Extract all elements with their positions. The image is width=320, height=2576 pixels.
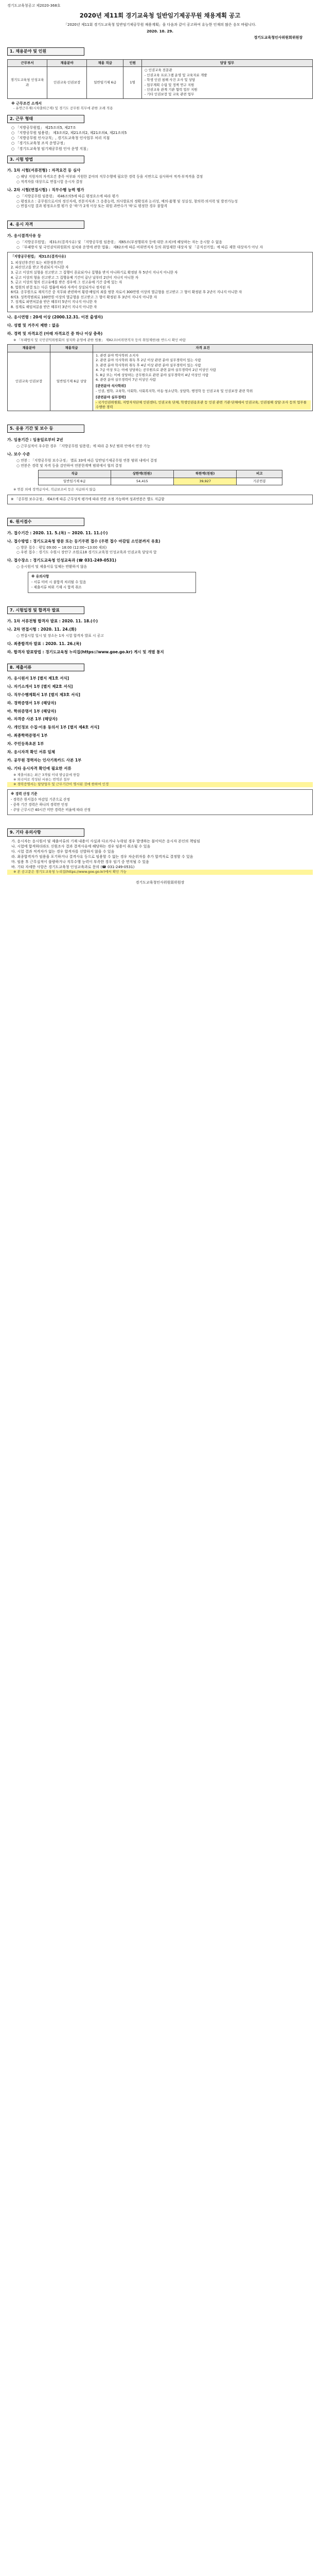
- s8-highlight: ※ 경력증명서는 담당업무 및 근무기간이 명시된 것에 한하여 인정: [7, 782, 313, 787]
- section-3-heading: 3. 시험 방법: [7, 156, 84, 164]
- career-table: [7, 344, 313, 411]
- s7-item: ○ 면접시험 일시 및 장소는 1차 시험 합격자 발표 시 공고: [16, 633, 104, 638]
- cell-field: 인권교육·인권보장: [47, 67, 87, 99]
- box-item: - 주당 근무시간 40시간 미만 경력은 비율에 따라 산정: [11, 807, 91, 812]
- box-item: 2. 파산선고를 받고 복권되지 아니한 자: [11, 265, 69, 270]
- related-text: - 인권, 법학, 교육학, 사회학, 사회복지학, 아동·청소년학, 상담학, 행정학 등 인권교육 및 인권보장 관련 학위: [96, 388, 253, 393]
- req-item: 5. 8급 또는 이에 상당하는 공무원으로 관련 분야 실무경력이 4년 이상인 사람: [96, 372, 209, 377]
- s2-item: ○ 「지방공무원 임용령」 제3조의2, 제21조의2, 제21조의4, 제21조의5: [11, 131, 127, 135]
- s5-term-title: 가. 임용기간 : 임용일로부터 2년: [7, 437, 63, 443]
- duty-item: - 인권교육 관계 기관 협력 업무 지원: [144, 87, 198, 92]
- s8-item: 가. 응시원서 1부 [별지 제1호 서식]: [7, 676, 69, 681]
- box-item: 6. 법원의 판결 또는 다른 법률에 따라 자격이 상실되거나 정지된 자: [11, 285, 110, 290]
- s8-note: ※ 외국어로 작성된 서류는 번역본 첨부: [13, 777, 70, 782]
- s6-item: ○ 응시원서 및 제출서류 일체는 반환하지 않음: [16, 565, 87, 569]
- recruitment-table: [7, 59, 313, 99]
- pay-table: [38, 470, 282, 485]
- box-title: ※ 경력 산정 기준: [11, 791, 38, 796]
- col-upper: 상한액(천원): [111, 470, 173, 478]
- s8-item: 자. 주민등록초본 1부: [7, 741, 44, 747]
- s3-item: 가. 1차 시험(서류전형) : 자격요건 등 심사: [7, 168, 81, 173]
- issuing-org: 경기도교육청인사위원회위원장: [254, 36, 303, 40]
- s3-item: ○ 평정요소 : 공무원으로서의 정신자세, 전문지식과 그 응용능력, 의사발표의 정확성과 논리성, 예의·품행 및 성실성, 창의력·의지력 및 발전가능성: [16, 199, 238, 204]
- box-item: - 경력은 원서접수 마감일 기준으로 산정: [11, 798, 70, 802]
- s5-pay-note: ※ 연봉 외에 정액급식비, 직급보조비 등은 지급하지 않음: [13, 487, 96, 492]
- s5-pay-title: 나. 보수 수준: [7, 451, 30, 456]
- req-item: 4. 7급 이상 또는 이에 상당하는 공무원으로 관련 분야 실무경력이 2년 이상인 사람: [96, 368, 216, 372]
- s8-item: 바. 자격증 사본 1부 (해당자): [7, 717, 58, 722]
- s2-item: ○ 「지방공무원 인사규칙」, 경기도교육청 인사업무 처리 지침: [11, 136, 110, 141]
- s9-highlight: ※ 본 공고문은 경기도교육청 누리집(https://www.goe.go.kr)에서 확인 가능: [7, 870, 313, 874]
- exp-text: - 국가인권위원회, 지방자치단체 인권센터, 인권교육 단체, 학생인권옹호관 등 인권 관련 기관·단체에서 인권교육, 인권침해 상담·조사 등의 업무를 수행한 경력: [95, 400, 311, 410]
- s2-item: ○ 「경기도교육청 조직 운영규정」: [11, 141, 67, 146]
- req-item: 2. 관련 분야 석사학위 취득 후 2년 이상 관련 분야 실무경력이 있는 사람: [96, 358, 201, 363]
- s4-req-title: 가. 응시결격사유 등: [7, 233, 42, 238]
- box-title: 「지방공무원법」 제31조(결격사유): [11, 255, 66, 259]
- s3-item: 나. 2차 시험(면접시험) : 직무수행 능력 평가: [7, 187, 84, 192]
- s4-req-item: ○ 「지방공무원법」 제31조(결격사유) 및 「지방공무원 임용령」 제65조(부정행위자 등에 대한 조치)에 해당하는 자는 응시할 수 없음: [16, 240, 222, 244]
- s2-item: ○ 「경기도교육청 임기제공무원 인사 운영 지침」: [11, 146, 90, 151]
- cell-duties: [141, 67, 312, 99]
- s1-note: - 유연근무제(시차출퇴근제) 및 경기도 공무원 복무에 관한 조례 적용: [13, 106, 113, 110]
- s5-pay-item: ○ 연봉 : 「지방공무원 보수규정」 별표 33에 따른 일반임기제공무원 연봉 범위 내에서 결정: [16, 458, 157, 463]
- box-item: 4. 금고 이상의 형을 선고받고 그 집행유예 기간이 끝난 날부터 2년이 지나지 아니한 자: [11, 275, 138, 280]
- box-item: - 제출서류 허위 기재 시 합격 취소: [31, 585, 82, 590]
- cell-reqs: [93, 352, 313, 411]
- s7-item: 나. 2차 면접시험 : 2020. 11. 24.(화): [7, 627, 77, 632]
- intro-text: 「2020년 제11회 경기도교육청 일반임기제공무원 채용계획」을 다음과 같이 공고하여 유능한 인재의 많은 응모 바랍니다.: [64, 22, 256, 27]
- s6-box: [28, 572, 196, 593]
- s3-item: ○ 해당 지원자의 자격요건 충족 여부와 지원한 분야의 직무수행에 필요한 경력 등을 서면으로 심사하여 적격·부적격을 결정: [16, 175, 203, 179]
- s4-career-note: ※ 「부패방지 및 국민권익위원회의 설치와 운영에 관한 법률」 제82조(비위면직자 등의 취업제한)를 반드시 확인 바람: [13, 338, 186, 342]
- s7-item: 가. 1차 서류전형 합격자 발표 : 2020. 11. 18.(수): [7, 619, 98, 624]
- s6-item: ○ 우편 접수 : 경기도 수원시 장안구 조원로18 경기도교육청 인성교육과 인권교육 담당자 앞: [16, 550, 157, 555]
- s9-item: 바. 기타 자세한 사항은 경기도교육청 인성교육과로 문의 (☎ 031-249-0531): [11, 865, 135, 870]
- s3-item: ○ 「지방공무원 임용령」 제46조의5에 따른 평정요소에 따라 평가: [16, 194, 119, 198]
- duty-item: ○ 인권교육 전문관: [144, 68, 172, 73]
- exp-title: [관련분야 실무경력]: [96, 395, 126, 400]
- s4-gender: 다. 성별 및 거주지 제한 : 없음: [7, 323, 60, 328]
- col-dept: 근무부서: [8, 59, 47, 66]
- col-remark: 비고: [237, 470, 282, 478]
- section-9-heading: 9. 기타 유의사항: [7, 828, 84, 837]
- s8-item: 타. 기타 응시자격 확인에 필요한 서류: [7, 766, 72, 771]
- duty-item: - 학생 인권 침해 사건 조사 및 상담: [144, 78, 195, 82]
- req-item: 1. 관련 분야 박사학위 소지자: [96, 353, 139, 358]
- disqualification-box: [7, 252, 313, 312]
- req-item: 6. 관련 분야 실무경력이 7년 이상인 사람: [96, 377, 156, 382]
- s4-req-item: ○ 「부패방지 및 국민권익위원회의 설치와 운영에 관한 법률」 제82조에 따른 비위면직자 등의 취업제한 대상자 및 「공직선거법」에 따른 제한 대상자가 아닌 자: [16, 245, 263, 249]
- box-item: 1. 피성년후견인 또는 피한정후견인: [11, 260, 63, 265]
- s9-item: 나. 시험에 합격하더라도 신원조사 결과 결격사유에 해당하는 경우 임용이 취소될 수 있음: [11, 844, 151, 849]
- s5-pay-item: ○ 연봉은 경력 및 자격 등을 감안하여 연봉한계액 범위에서 협의 결정: [16, 463, 122, 468]
- section-4-heading: 4. 응시 자격: [7, 221, 84, 229]
- section-8-heading: 8. 제출서류: [7, 664, 84, 672]
- page-title: 2020년 제11회 경기교육청 일반임기제공무원 채용계획 공고: [79, 12, 241, 20]
- col-field: 채용분야: [47, 59, 87, 66]
- s8-item: 카. 공무원 경력자는 인사기록카드 사본 1부: [7, 757, 82, 762]
- col-lower: 하한액(천원): [173, 470, 236, 478]
- col-grade: 채용직급: [50, 345, 93, 352]
- s4-age: 나. 응시연령 : 20세 이상 (2000.12.31. 이전 출생자): [7, 315, 103, 320]
- s9-item: 라. 최종합격자가 임용을 포기하거나 결격사유 등으로 임용할 수 없는 경우 차순위자를 추가 합격자로 결정할 수 있음: [11, 855, 193, 859]
- s5-box: ※ 「공무원 보수규정」 제4조에 따른 근무성적 평가에 따라 연봉 조정 가능하며 성과연봉은 별도 지급함: [7, 495, 313, 505]
- col-duties: 담당 업무: [141, 59, 312, 66]
- section-7-heading: 7. 시험일정 및 합격자 발표: [7, 606, 84, 615]
- box-item: - 중복 기간 경력은 하나의 경력만 인정: [11, 802, 68, 807]
- box-item: 3. 금고 이상의 실형을 선고받고 그 집행이 종료되거나 집행을 받지 아니하기로 확정된 후 5년이 지나지 아니한 자: [11, 270, 178, 275]
- s9-item: 가. 응시자는 응시원서 및 제출서류의 기재 내용이 사실과 다르거나 누락된 경우 발생하는 불이익은 응시자 본인의 책임임: [11, 839, 200, 843]
- s8-item: 라. 경력증명서 1부 (해당자): [7, 700, 57, 705]
- col-req: 자격 요건: [93, 345, 313, 352]
- s7-item: 다. 최종합격자 발표 : 2020. 11. 26.(목): [7, 641, 81, 646]
- section-5-heading: 5. 응용 기간 및 보수 등: [7, 425, 84, 433]
- cell-grade: 일반임기제 6급 상당: [50, 352, 93, 411]
- duty-item: - 기타 인권보장 및 교육 관련 업무: [144, 92, 194, 97]
- s4-career-title: 라. 경력 및 자격요건 (아래 자격요건 중 하나 이상 충족): [7, 331, 103, 336]
- cell-dept: 경기도교육청 인성교육과: [8, 67, 47, 99]
- section-6-heading: 6. 원서접수: [7, 518, 84, 526]
- section-2-heading: 2. 근무 형태: [7, 115, 84, 123]
- s8-item: 마. 학위증명서 1부 (해당자): [7, 708, 57, 714]
- s8-item: 아. 최종학력증명서 1부: [7, 733, 48, 738]
- s6-item: 다. 접수장소 : 경기도교육청 인성교육과 (☎ 031-249-0531): [7, 558, 117, 563]
- cell-field: 인권교육·인권보장: [8, 352, 50, 411]
- box-title: ※ 유의사항: [31, 574, 49, 579]
- box-item: 6의3. 성폭력범죄로 100만원 이상의 벌금형을 선고받고 그 형이 확정된 후 3년이 지나지 아니한 자: [11, 295, 157, 299]
- s8-item: 다. 직무수행계획서 1부 [별지 제3호 서식]: [7, 692, 80, 697]
- box-item: 7. 징계로 파면처분을 받은 때부터 5년이 지나지 아니한 자: [11, 300, 97, 304]
- box-item: 5. 금고 이상의 형의 선고유예를 받은 경우에 그 선고유예 기간 중에 있는 자: [11, 280, 122, 285]
- s9-item: 마. 임용 후 근무실적이 불량하거나 직무수행 능력이 부족한 경우 임기 중 면직될 수 있음: [11, 860, 149, 865]
- footer-org: 경기도교육청인사위원회위원장: [135, 880, 185, 885]
- req-item: 3. 관련 분야 학사학위 취득 후 4년 이상 관련 분야 실무경력이 있는 사람: [96, 363, 201, 367]
- s2-item: ○ 「지방공무원법」 제25조의5, 제27조: [11, 125, 76, 130]
- s8-box: [7, 789, 313, 815]
- s6-item: ○ 방문 접수 : 평일 09:00 ~ 18:00 (12:00~13:00 제외): [16, 545, 107, 550]
- s7-item: 라. 합격자 발표방법 : 경기도교육청 누리집(https://www.goe.go.kr) 게시 및 개별 통지: [7, 649, 164, 654]
- notice-number: 경기도교육청공고 제2020-368호: [7, 4, 61, 8]
- section-1-heading: 1. 채용분야 및 인원: [7, 47, 84, 56]
- s9-item: 다. 시험 결과 적격자가 없는 경우 합격자를 선발하지 않을 수 있음: [11, 849, 115, 854]
- notice-date: 2020. 10. 29.: [147, 29, 173, 33]
- s8-item: 나. 자기소개서 1부 [별지 제2호 서식]: [7, 684, 73, 689]
- cell-count: 1명: [123, 67, 142, 99]
- col-grade: 채용 직급: [87, 59, 123, 66]
- s6-item: 가. 접수기간 : 2020. 11. 5.(목) ~ 2020. 11. 11.(수): [7, 530, 108, 535]
- duty-item: - 업무계획 수립 및 정책 연구 지원: [144, 82, 194, 87]
- s6-item: 나. 접수방법 : 경기도교육청 방문 또는 등기우편 접수 (우편 접수 마감일 소인분까지 유효): [7, 538, 161, 544]
- cell-lower: 39,927: [173, 478, 236, 485]
- col-count: 인원: [123, 59, 142, 66]
- box-item: 6의2. 공무원으로 재직기간 중 직무와 관련하여 횡령·배임의 죄를 범한 자로서 300만원 이상의 벌금형을 선고받고 그 형이 확정된 후 2년이 지나지 아니한 자: [11, 290, 242, 295]
- notice-page: [0, 0, 320, 890]
- col-field: 채용분야: [8, 345, 50, 352]
- s5-term-note: ○ 근무실적이 우수한 경우 「지방공무원 임용령」에 따라 총 5년 범위 안에서 연장 가능: [16, 444, 150, 448]
- s8-item: 차. 응시자격 확인 서류 일체: [7, 749, 55, 754]
- duty-item: - 인권교육 프로그램 운영 및 교육자료 개발: [144, 73, 207, 77]
- box-item: - 서류 미비 시 불합격 처리될 수 있음: [31, 580, 86, 585]
- s8-note: ※ 제출서류는 최근 3개월 이내 발급분에 한함: [13, 772, 80, 777]
- cell-remark: 기본연봉: [237, 478, 282, 485]
- s3-item: ○ 적격자를 대상으로 면접시험 응시자 결정: [16, 179, 83, 184]
- related-title: [관련분야 석사학위]: [96, 384, 126, 388]
- s3-item: ○ 면접시험 결과 평정요소별 평가 중 '하'가 2개 이상 또는 위원 과반수가 '하'로 평정한 경우 불합격: [16, 204, 168, 209]
- cell-grade: 일반임기제 6급: [87, 67, 123, 99]
- s1-note-title: ※ 근무조건 소개서: [11, 101, 42, 106]
- cell-upper: 54,415: [111, 478, 173, 485]
- s8-item: 사. 개인정보 수집·이용 동의서 1부 [별지 제4호 서식]: [7, 725, 99, 730]
- col-grade: 직급: [39, 470, 111, 478]
- box-item: 8. 징계로 해임처분을 받은 때부터 3년이 지나지 아니한 자: [11, 304, 97, 309]
- cell-grade: 일반임기제 6급: [39, 478, 111, 485]
